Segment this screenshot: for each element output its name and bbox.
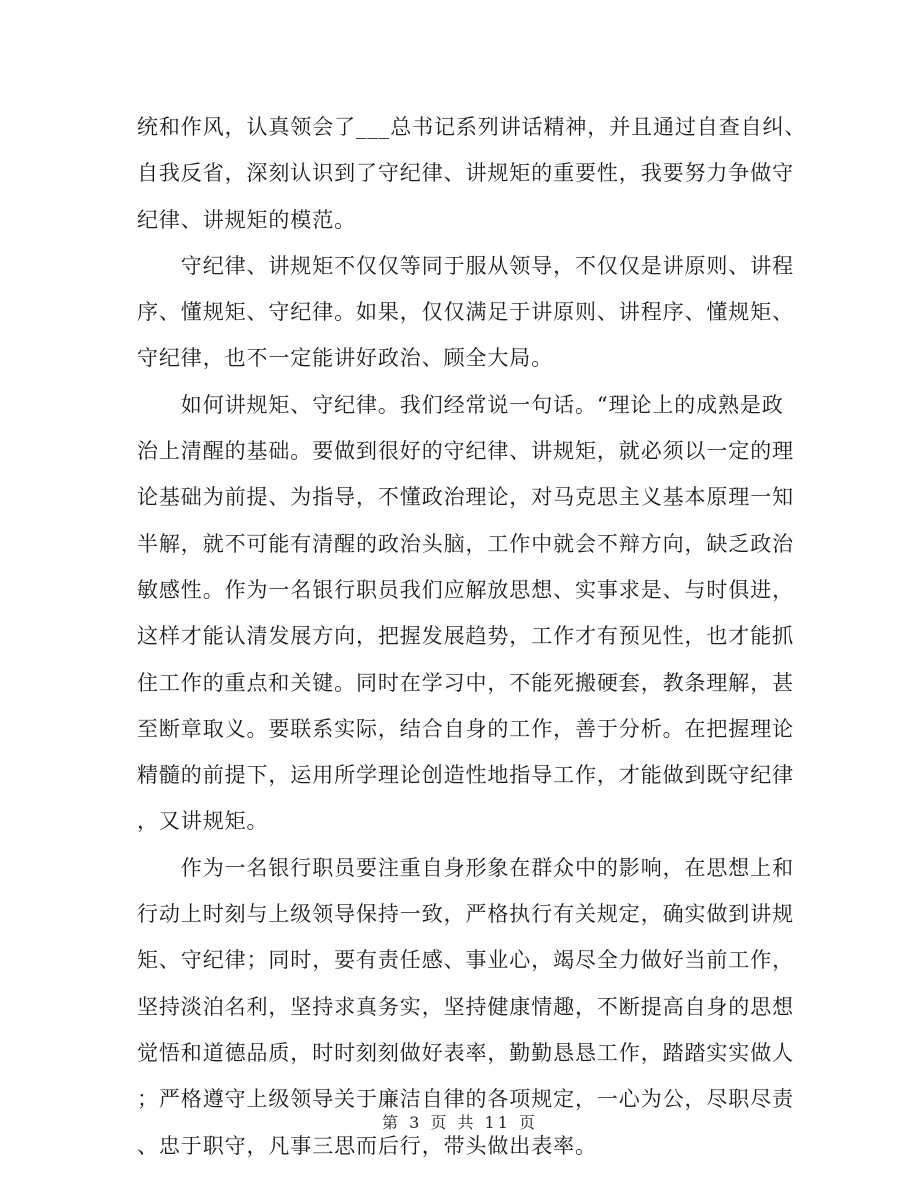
document-body xyxy=(137,104,807,1169)
text-line: 作为一名银行职员要注重自身形象在群众中的影响，在思想上和 xyxy=(137,855,794,880)
text-line: 如何讲规矩、守纪律。我们经常说一句话。“理论上的成熟是政 xyxy=(137,392,784,417)
text-line: 纪律、讲规矩的模范。 xyxy=(137,207,356,232)
text-line: 矩、守纪律；同时，要有责任感、事业心，竭尽全力做好当前工作， xyxy=(137,948,794,973)
text-line: 坚持淡泊名利，坚持求真务实，坚持健康情趣，不断提高自身的思想 xyxy=(137,994,794,1019)
text-line: 敏感性。作为一名银行职员我们应解放思想、实事求是、与时俱进， xyxy=(137,577,794,602)
text-line: 至断章取义。要联系实际，结合自身的工作，善于分析。在把握理论 xyxy=(137,716,794,741)
text-line: 、忠于职守，凡事三思而后行，带头做出表率。 xyxy=(137,1133,597,1158)
text-line: 治上清醒的基础。要做到很好的守纪律、讲规矩，就必须以一定的理 xyxy=(137,439,794,464)
paragraph xyxy=(137,243,794,382)
text-line: 自我反省，深刻认识到了守纪律、讲规矩的重要性，我要努力争做守 xyxy=(137,161,794,186)
text-line: 觉悟和道德品质，时时刻刻做好表率，勤勤恳恳工作，踏踏实实做人 xyxy=(137,1040,794,1065)
text-line: 序、懂规矩、守纪律。如果，仅仅满足于讲原则、讲程序、懂规矩、 xyxy=(137,300,794,325)
text-line: 住工作的重点和关键。同时在学习中，不能死搬硬套，教条理解，甚 xyxy=(137,670,794,695)
text-line: 统和作风，认真领会了___总书记系列讲话精神，并且通过自查自纠、 xyxy=(137,115,807,139)
text-line: 半解，就不可能有清醒的政治头脑，工作中就会不辩方向，缺乏政治 xyxy=(137,531,794,556)
text-line: 这样才能认清发展方向，把握发展趋势，工作才有预见性，也才能抓 xyxy=(137,624,794,649)
page-number: 第 3 页 共 11 页 xyxy=(382,1113,538,1132)
paragraph xyxy=(137,382,794,845)
text-line: 论基础为前提、为指导，不懂政治理论，对马克思主义基本原理一知 xyxy=(137,485,794,510)
text-line: 守纪律、讲规矩不仅仅等同于服从领导，不仅仅是讲原则、讲程 xyxy=(137,253,794,278)
text-line: ，又讲规矩。 xyxy=(137,809,269,834)
paragraph xyxy=(137,104,807,243)
text-line: ；严格遵守上级领导关于廉洁自律的各项规定，一心为公，尽职尽责 xyxy=(137,1087,794,1112)
text-line: 守纪律，也不一定能讲好政治、顾全大局。 xyxy=(137,346,554,371)
text-line: 精髓的前提下，运用所学理论创造性地指导工作，才能做到既守纪律 xyxy=(137,763,794,788)
text-line: 行动上时刻与上级领导保持一致，严格执行有关规定，确实做到讲规 xyxy=(137,902,794,927)
